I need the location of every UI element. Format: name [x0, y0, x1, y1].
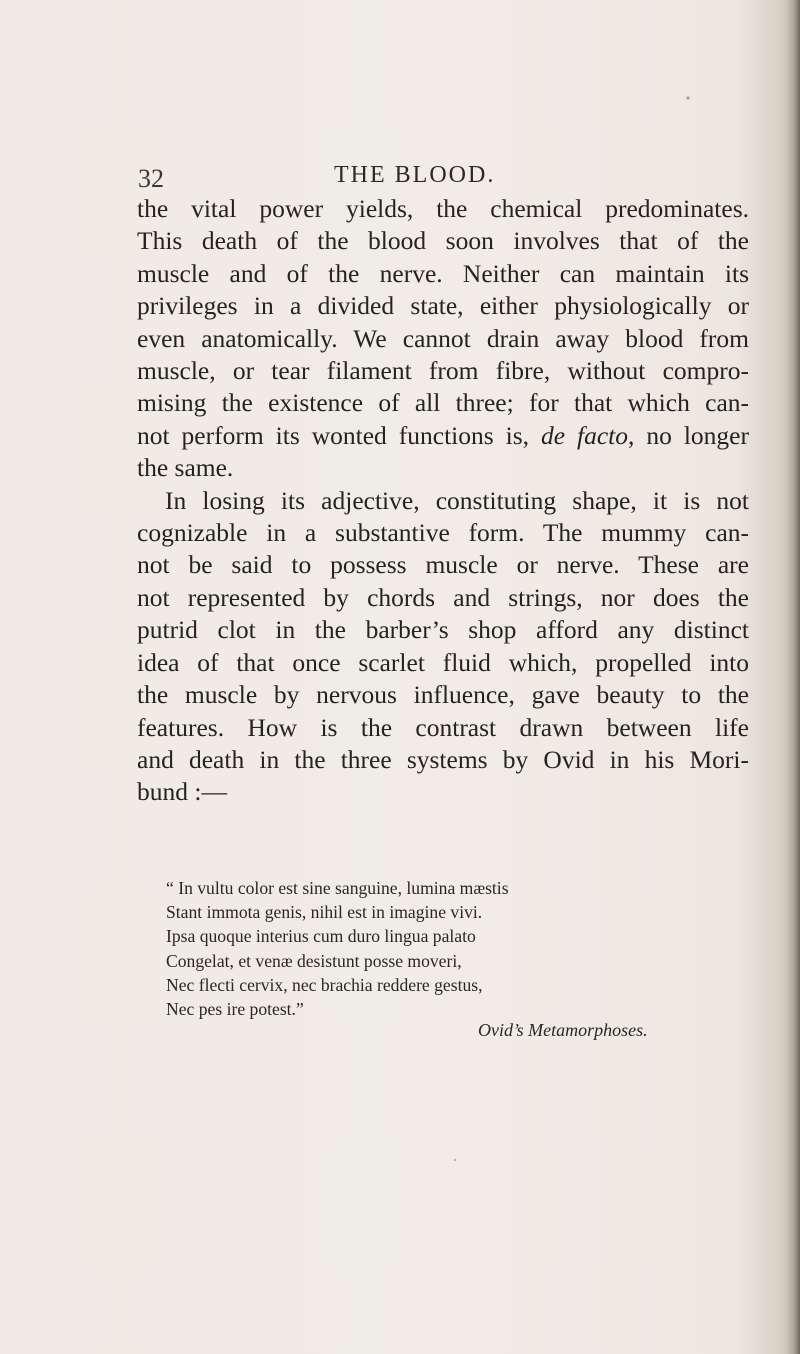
quote-line: Congelat, et venæ desistunt posse moveri, [166, 950, 462, 971]
text-fragment: not perform its wonted functions is, [137, 420, 541, 450]
quote-line: Nec flecti cervix, nec brachia reddere gestus, [166, 974, 483, 995]
text-line: muscle, or tear filament from fibre, without compro- [137, 356, 749, 386]
text-line: not be said to possess muscle or nerve. These are [137, 550, 749, 580]
latin-quotation [166, 876, 726, 1021]
text-line: In losing its adjective, constituting shape, it is not [165, 485, 749, 515]
page-header [138, 150, 738, 193]
running-head: THE BLOOD. [334, 162, 496, 188]
paragraph-2 [137, 485, 749, 809]
text-line: muscle and of the nerve. Neither can maintain its [137, 258, 749, 288]
text-line [137, 420, 749, 452]
speck [454, 1159, 456, 1161]
text-line: even anatomically. We cannot drain away blood from [137, 323, 749, 353]
text-line: the muscle by nervous influence, gave beauty to the [137, 680, 749, 710]
page-edge-shadow [786, 0, 800, 1354]
quote-line: Nec pes ire potest.” [166, 999, 304, 1020]
text-line: the vital power yields, the chemical predominates. [137, 194, 749, 223]
quote-line: “ In vultu color est sine sanguine, lumina mæstis [166, 878, 509, 898]
text-line: privileges in a divided state, either physiologically or [137, 291, 749, 321]
text-line: This death of the blood soon involves that of the [137, 226, 749, 256]
body-text [137, 193, 749, 809]
quote-line: Ipsa quoque interius cum duro lingua palato [166, 926, 476, 947]
text-line: bund :— [137, 777, 227, 807]
quote-attribution: Ovid’s Metamorphoses. [478, 1020, 648, 1040]
italic-phrase: de facto [540, 420, 629, 450]
text-line: putrid clot in the barber’s shop afford any distinct [137, 615, 749, 645]
text-line: mising the existence of all three; for that which can- [137, 388, 749, 418]
text-line: cognizable in a substantive form. The mummy can- [137, 518, 749, 548]
text-line: features. How is the contrast drawn between life [137, 712, 749, 742]
text-line: and death in the three systems by Ovid in his Mori- [137, 744, 749, 774]
text-line: idea of that once scarlet fluid which, propelled into [137, 647, 749, 677]
text-line: the same. [137, 453, 234, 483]
text-line: not represented by chords and strings, nor does the [137, 582, 749, 612]
text-fragment: , no longer [628, 420, 749, 450]
paragraph-1 [137, 193, 749, 485]
quote-line: Stant immota genis, nihil est in imagine vivi. [166, 902, 483, 923]
speck [686, 96, 689, 99]
page-number: 32 [138, 164, 164, 193]
